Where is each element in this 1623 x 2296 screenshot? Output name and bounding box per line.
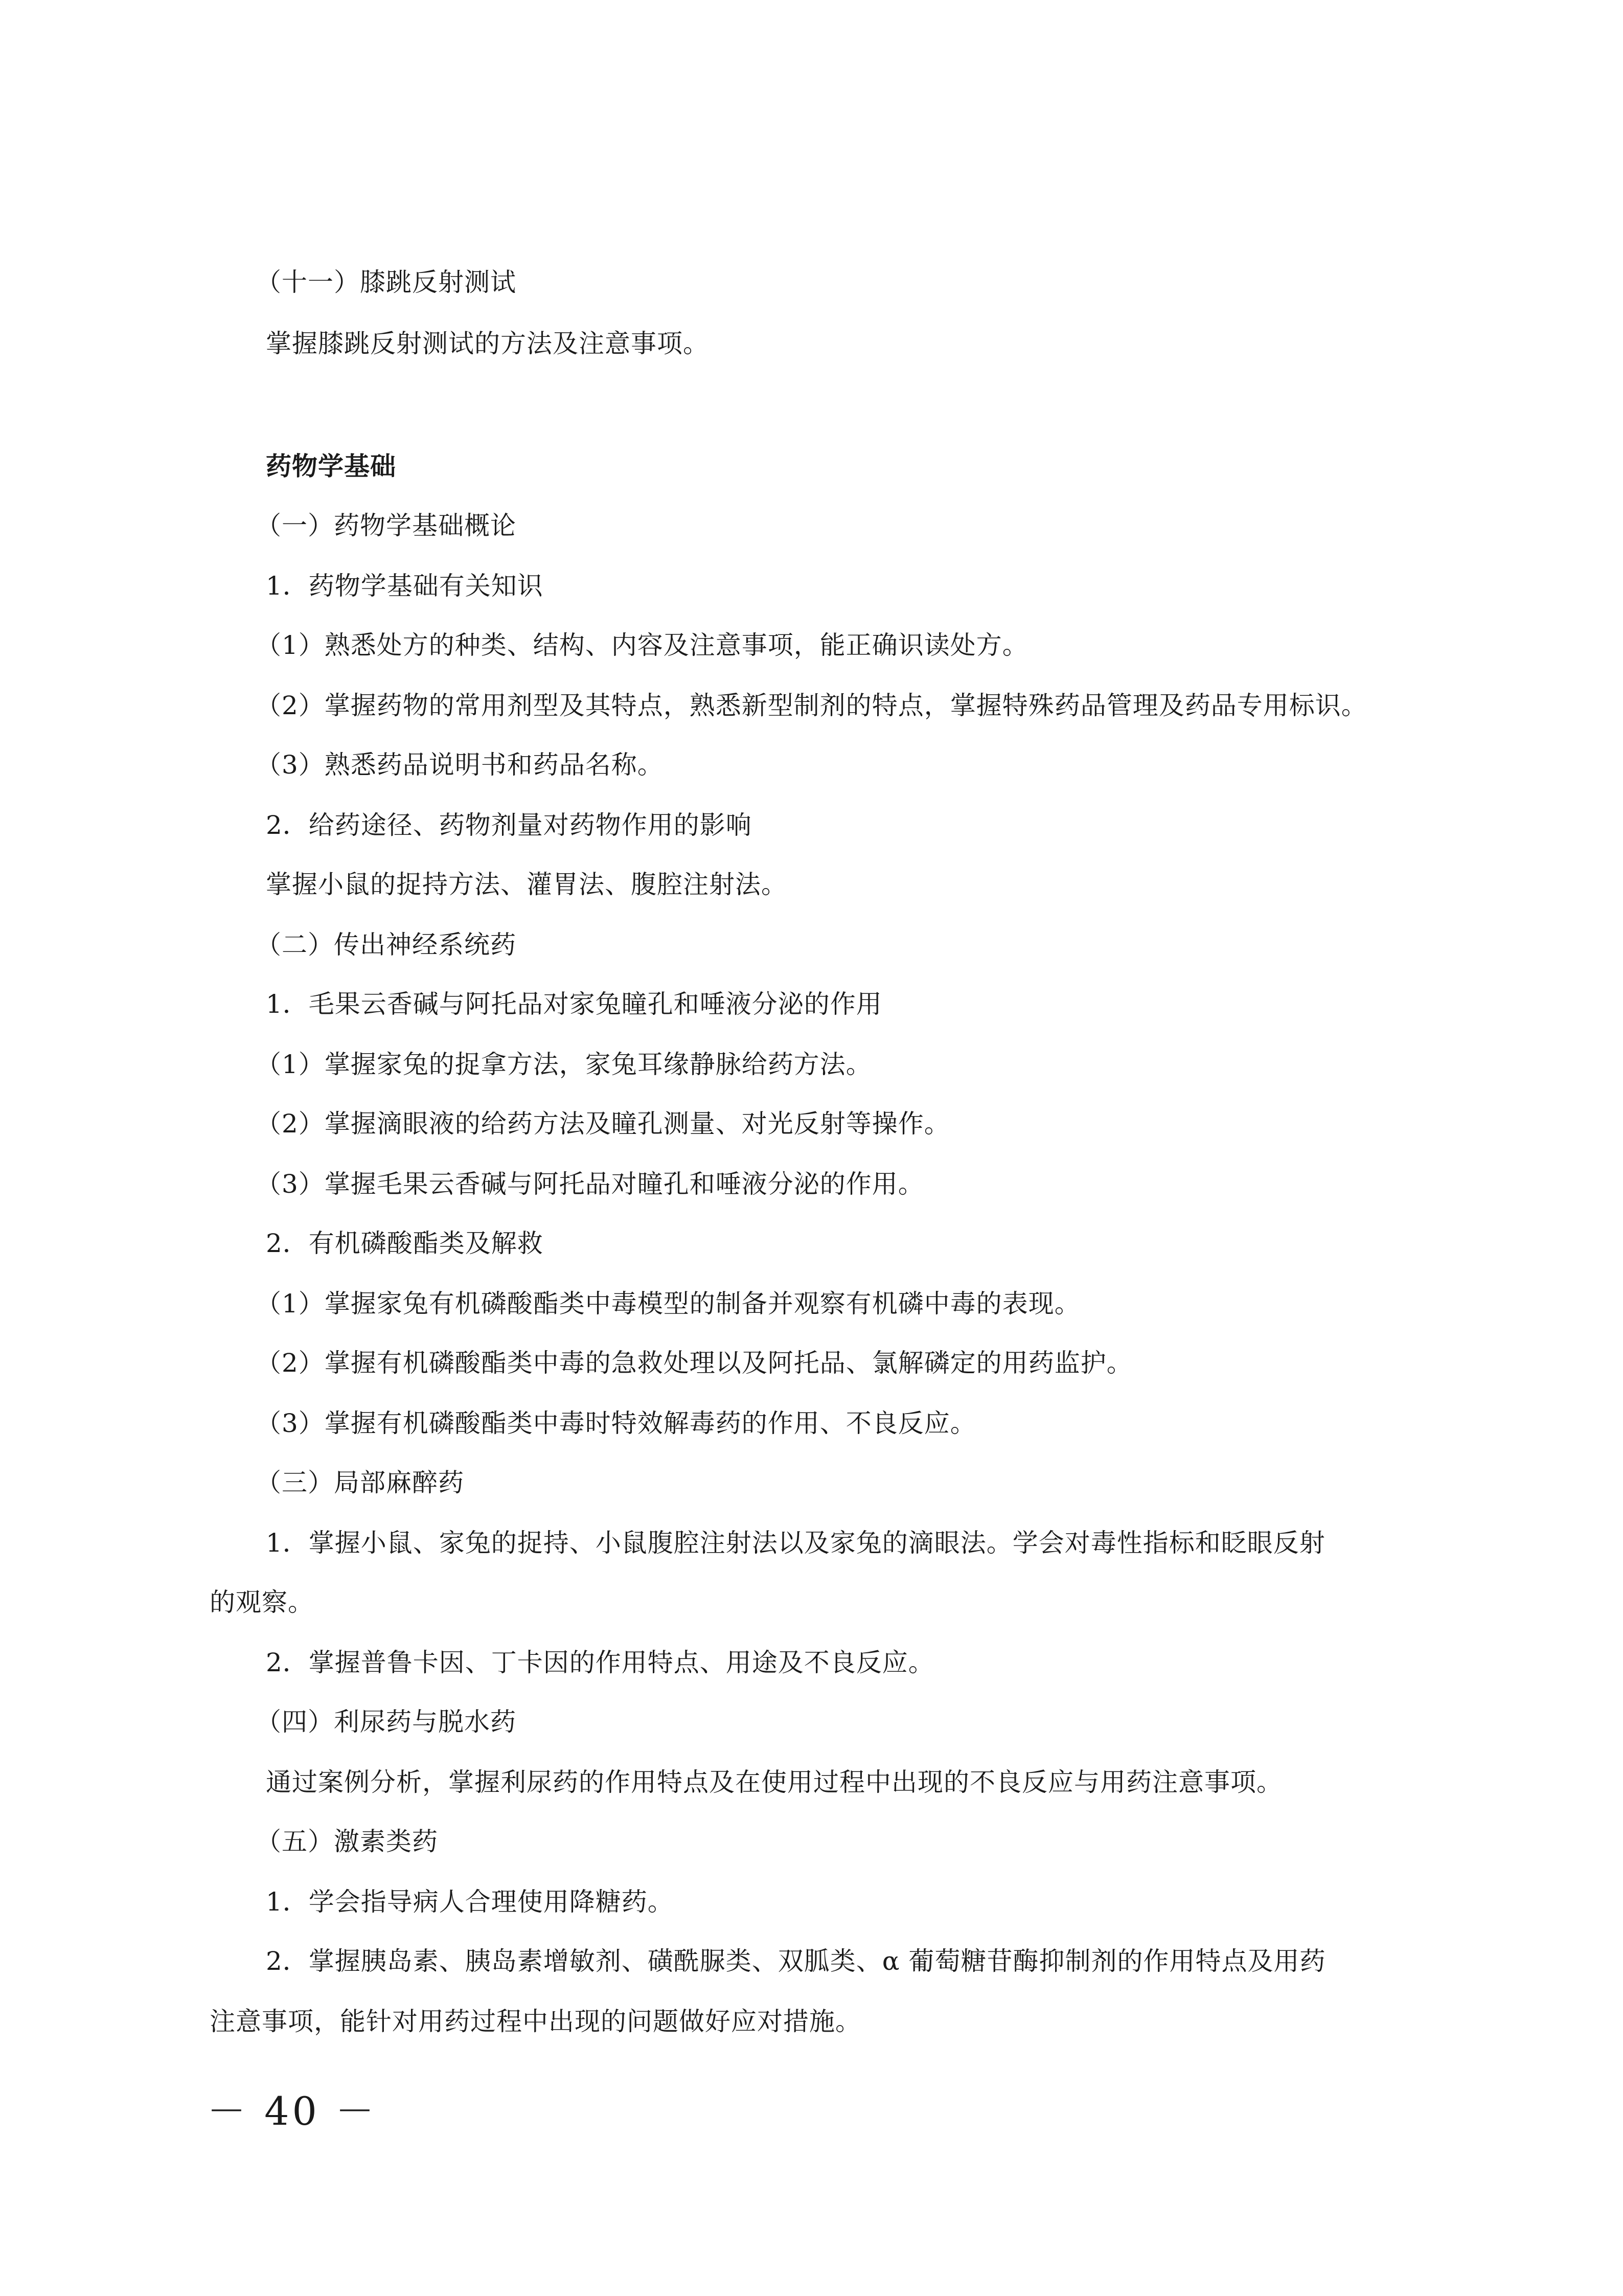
numbered-item: 2．有机磷酸酯类及解救 [266,1229,543,1258]
list-item: （3）掌握毛果云香碱与阿托品对瞳孔和唾液分泌的作用。 [256,1169,924,1199]
subsection-heading: （五）激素类药 [256,1827,438,1856]
paragraph: 掌握小鼠的捉持方法、灌胃法、腹腔注射法。 [266,870,787,899]
subsection-heading: （四）利尿药与脱水药 [256,1707,516,1737]
paragraph-continuation: 的观察。 [210,1587,314,1617]
numbered-item: 1．学会指导病人合理使用降糖药。 [266,1887,674,1917]
heading-knee-jerk-test: （十一）膝跳反射测试 [256,267,516,297]
numbered-item: 2．掌握胰岛素、胰岛素增敏剂、磺酰脲类、双胍类、α 葡萄糖苷酶抑制剂的作用特点及用药 [266,1946,1326,1976]
numbered-item: 1．掌握小鼠、家兔的捉持、小鼠腹腔注射法以及家兔的滴眼法。学会对毒性指标和眨眼反射 [266,1528,1325,1558]
list-item: （2）掌握有机磷酸酯类中毒的急救处理以及阿托品、氯解磷定的用药监护。 [256,1348,1133,1378]
list-item: （1）掌握家兔的捉拿方法，家兔耳缘静脉给药方法。 [256,1050,872,1079]
list-item: （3）掌握有机磷酸酯类中毒时特效解毒药的作用、不良反应。 [256,1408,976,1438]
paragraph: 掌握膝跳反射测试的方法及注意事项。 [266,329,709,358]
subsection-heading: （三）局部麻醉药 [256,1468,464,1497]
numbered-item: 1．毛果云香碱与阿托品对家兔瞳孔和唾液分泌的作用 [266,989,882,1019]
list-item: （1）掌握家兔有机磷酸酯类中毒模型的制备并观察有机磷中毒的表现。 [256,1289,1081,1319]
numbered-item: 2．给药途径、药物剂量对药物作用的影响 [266,810,752,840]
list-item: （1）熟悉处方的种类、结构、内容及注意事项，能正确识读处方。 [256,630,1028,660]
subsection-heading: （一）药物学基础概论 [256,511,516,540]
section-title: 药物学基础 [266,451,396,481]
list-item: （3）熟悉药品说明书和药品名称。 [256,750,664,780]
numbered-item: 2．掌握普鲁卡因、丁卡因的作用特点、用途及不良反应。 [266,1648,934,1677]
list-item: （2）掌握药物的常用剂型及其特点，熟悉新型制剂的特点，掌握特殊药品管理及药品专用标识。 [256,691,1367,720]
paragraph-continuation: 注意事项，能针对用药过程中出现的问题做好应对措施。 [210,2007,861,2036]
numbered-item: 1．药物学基础有关知识 [266,571,543,601]
paragraph: 通过案例分析，掌握利尿药的作用特点及在使用过程中出现的不良反应与用药注意事项。 [266,1767,1283,1797]
list-item: （2）掌握滴眼液的给药方法及瞳孔测量、对光反射等操作。 [256,1109,950,1139]
page-number: － 40 － [207,2088,378,2134]
subsection-heading: （二）传出神经系统药 [256,930,516,960]
